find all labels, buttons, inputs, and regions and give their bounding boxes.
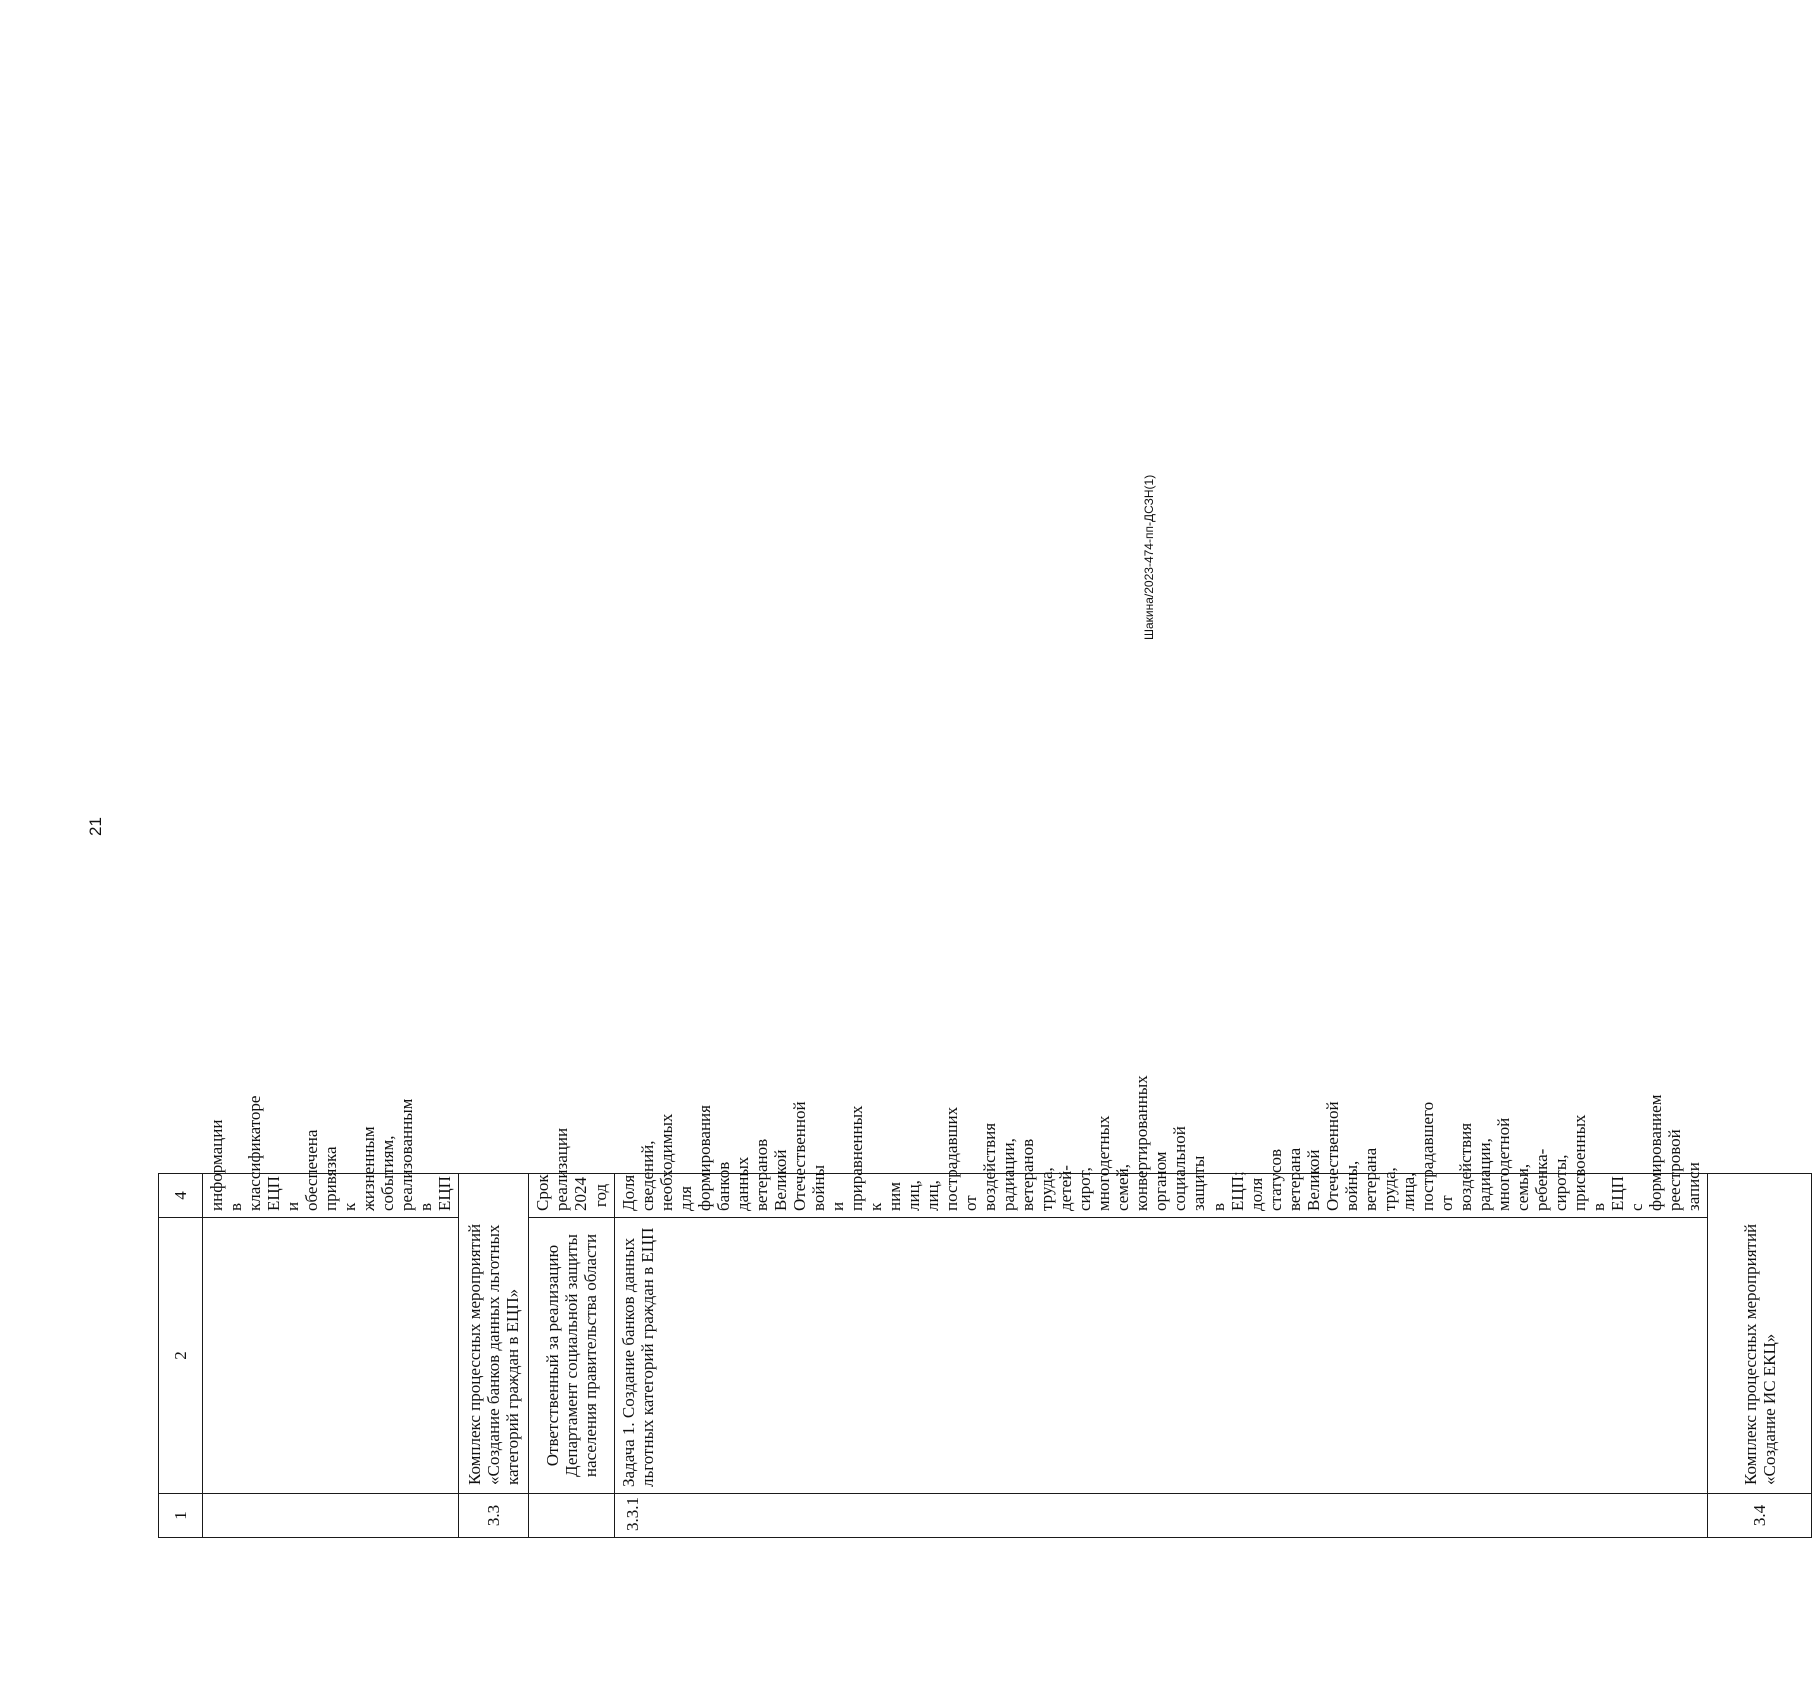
- table-header-row: [159, 0, 203, 1538]
- cont-col-1: [203, 1494, 459, 1538]
- term-value: 2024 год: [571, 1177, 610, 1211]
- table-row-responsible: [529, 0, 614, 1538]
- header-col-2: 2: [159, 1218, 203, 1494]
- section-title: Комплекс процессных мероприятий «Создание ИС ЕКЦ»: [1708, 1174, 1812, 1494]
- header-col-4: 4: [159, 1174, 203, 1218]
- cont-col-4: информации в классификаторе ЕЦП и обеспечена привязка к жизненным событиям, реализованным в ЕЦП: [203, 1174, 459, 1218]
- resp-col-1: [529, 1494, 614, 1538]
- indicator-item: доля статусов ветерана Великой Отечественной войны, ветерана труда, лица, пострадавшего от воздействия радиации, многодетной семьи, ребенка-сироты, присвоенных в ЕЦП с формированием реестровой записи: [1246, 1094, 1704, 1211]
- row-number: 3.4: [1708, 1494, 1812, 1538]
- header-col-1: 1: [159, 1494, 203, 1538]
- task-cell: Задача 1. Создание банков данных льготных категорий граждан в ЕЦП: [614, 1218, 1708, 1494]
- row-number: 3.3.1: [614, 1494, 1708, 1538]
- table-row-3-4: [1708, 0, 1812, 1538]
- table-row-3-3-1: [614, 0, 1708, 1538]
- responsible-cell: [529, 1218, 614, 1494]
- term-cell: [529, 1127, 614, 1218]
- page-number: 21: [86, 817, 105, 836]
- row-number: 3.3: [459, 1494, 529, 1538]
- section-title: Комплекс процессных мероприятий «Создание банков данных льготных категорий граждан в ЕЦП»: [459, 1174, 529, 1494]
- indicator-item: Доля сведений, необходимых для формирования банков данных ветеранов Великой Отечественной войны и приравненных к ним лиц, лиц, пострадавших от воздействия радиации, ветеранов труда, детей-сирот, многодетных семей, конвертированных органом социальной защиты в ЕЦП;: [618, 1075, 1247, 1211]
- cont-col-2: [203, 1218, 459, 1494]
- term-label: Срок реализации: [533, 1127, 572, 1211]
- table-row-continuation: [203, 0, 459, 1538]
- indicators-cell: [614, 1075, 1708, 1218]
- table-row-3-3: [459, 0, 529, 1538]
- measures-table: [158, 0, 1812, 1538]
- document-code: Шакина/2023-474-пп-ДСЗН(1): [1142, 474, 1156, 640]
- responsible-label: Ответственный за реализацию: [542, 1244, 562, 1467]
- responsible-value: Департамент социальной защиты населения правительства области: [561, 1233, 600, 1478]
